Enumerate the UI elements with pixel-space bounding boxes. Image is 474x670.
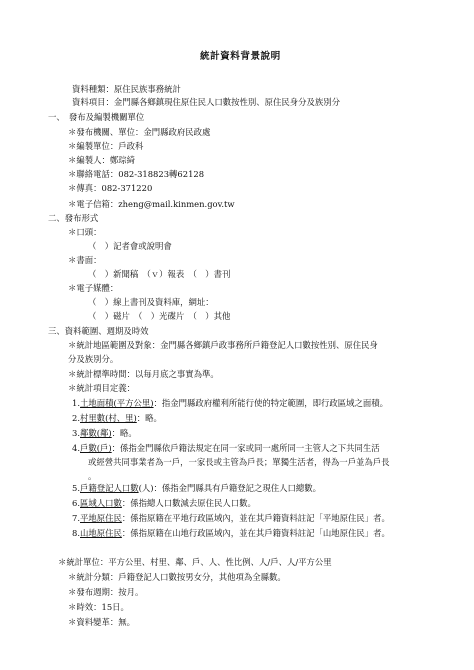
definition-4-line-2: 或經營共同事業者為一戶，一家長或主管為戶長；單獨生活者，得為一戶並為戶長: [88, 457, 390, 467]
oral-label: ＊口頭：: [68, 227, 102, 237]
compiling-unit: ＊編製單位：戶政科: [68, 141, 144, 151]
statistical-unit: ＊統計單位：平方公里、村里、鄰、戶、人、性比例、人/戶、人/平方公里: [58, 557, 332, 567]
term-land-area: 土地面積(平方公里): [80, 398, 154, 408]
timeliness: ＊時效：15日。: [68, 602, 129, 612]
print-label: ＊書面：: [68, 255, 102, 265]
term-village-count: 村里數(村、里): [80, 413, 137, 423]
contact-phone: ＊聯絡電話：082-318823轉62128: [68, 169, 205, 179]
data-category: 資料種類：原住民族事務統計: [72, 84, 181, 94]
print-options: （ ）新聞稿 （ｖ）報表 （ ）書刊: [88, 269, 231, 279]
definition-2: 2.村里數(村、里)：略。: [72, 413, 162, 423]
scope-line-2: 分及族別分。: [68, 354, 119, 364]
term-regional-population: 區域人口數: [80, 498, 122, 508]
compiler: ＊編製人：鄭琮綺: [68, 155, 135, 165]
definition-1: 1.土地面積(平方公里)：指金門縣政府權利所能行使的特定範圍，即行政區域之面積。: [72, 398, 389, 408]
electronic-media-option-1: （ ）線上書刊及資料庫，網址：: [88, 297, 214, 307]
section-3-heading: 三、資料範圍、週期及時效: [48, 326, 149, 336]
definition-4: 4.戶數(戶)：係指金門縣依戶籍法規定在同一家或同一處所同一主管人之下共同生活: [72, 443, 380, 453]
email: ＊電子信箱：zheng@mail.kinmen.gov.tw: [68, 199, 235, 209]
oral-option: （ ）記者會或說明會: [88, 241, 172, 251]
scope-line-1: ＊統計地區範圍及對象：金門縣各鄉鎮戶政事務所戶籍登記人口數按性別、原住民身: [68, 340, 378, 350]
definition-8: 8.山地原住民：係指原籍在山地行政區域內，並在其戶籍資料註記「山地原住民」者。: [72, 528, 390, 538]
standard-time: ＊統計標準時間：以每月底之事實為準。: [68, 369, 219, 379]
term-household-count: 戶數(戶): [80, 443, 112, 453]
definitions-label: ＊統計項目定義：: [68, 383, 135, 393]
release-cycle: ＊發布週期：按月。: [68, 587, 144, 597]
definition-7: 7.平地原住民：係指原籍在平地行政區域內，並在其戶籍資料註記「平地原住民」者。: [72, 513, 390, 523]
section-1-heading: 一、 發布及編製機關單位: [48, 112, 145, 122]
section-2-heading: 二、發布形式: [48, 213, 99, 223]
publishing-agency: ＊發布機關、單位：金門縣政府民政處: [68, 127, 211, 137]
classification: ＊統計分類：戶籍登記人口數按男女分，其他項為全縣數。: [68, 572, 286, 582]
definition-6: 6.區域人口數：係指總人口數減去原住民人口數。: [72, 498, 256, 508]
term-mountain-indigenous: 山地原住民: [80, 528, 122, 538]
term-registered-population: 戶籍登記人口數: [80, 483, 139, 493]
term-neighborhood-count: 鄰數(鄰): [80, 428, 112, 438]
fax: ＊傳真：082-371220: [68, 183, 153, 193]
definition-3: 3.鄰數(鄰)：略。: [72, 428, 137, 438]
data-change: ＊資料變革：無。: [68, 617, 135, 627]
electronic-media-label: ＊電子媒體：: [68, 283, 119, 293]
document-title: 統計資料背景說明: [200, 51, 281, 62]
data-item: 資料項目：金門縣各鄉鎮現住原住民人口數按性別、原住民身分及族別分: [72, 97, 340, 107]
term-plains-indigenous: 平地原住民: [80, 513, 122, 523]
definition-5: 5.戶籍登記人口數(人)：係指金門縣具有戶籍登記之現住人口總數。: [72, 483, 322, 493]
definition-4-line-3: 。: [88, 471, 97, 481]
electronic-media-option-2: （ ）磁片 （ ）光碟片 （ ）其他: [88, 311, 231, 321]
